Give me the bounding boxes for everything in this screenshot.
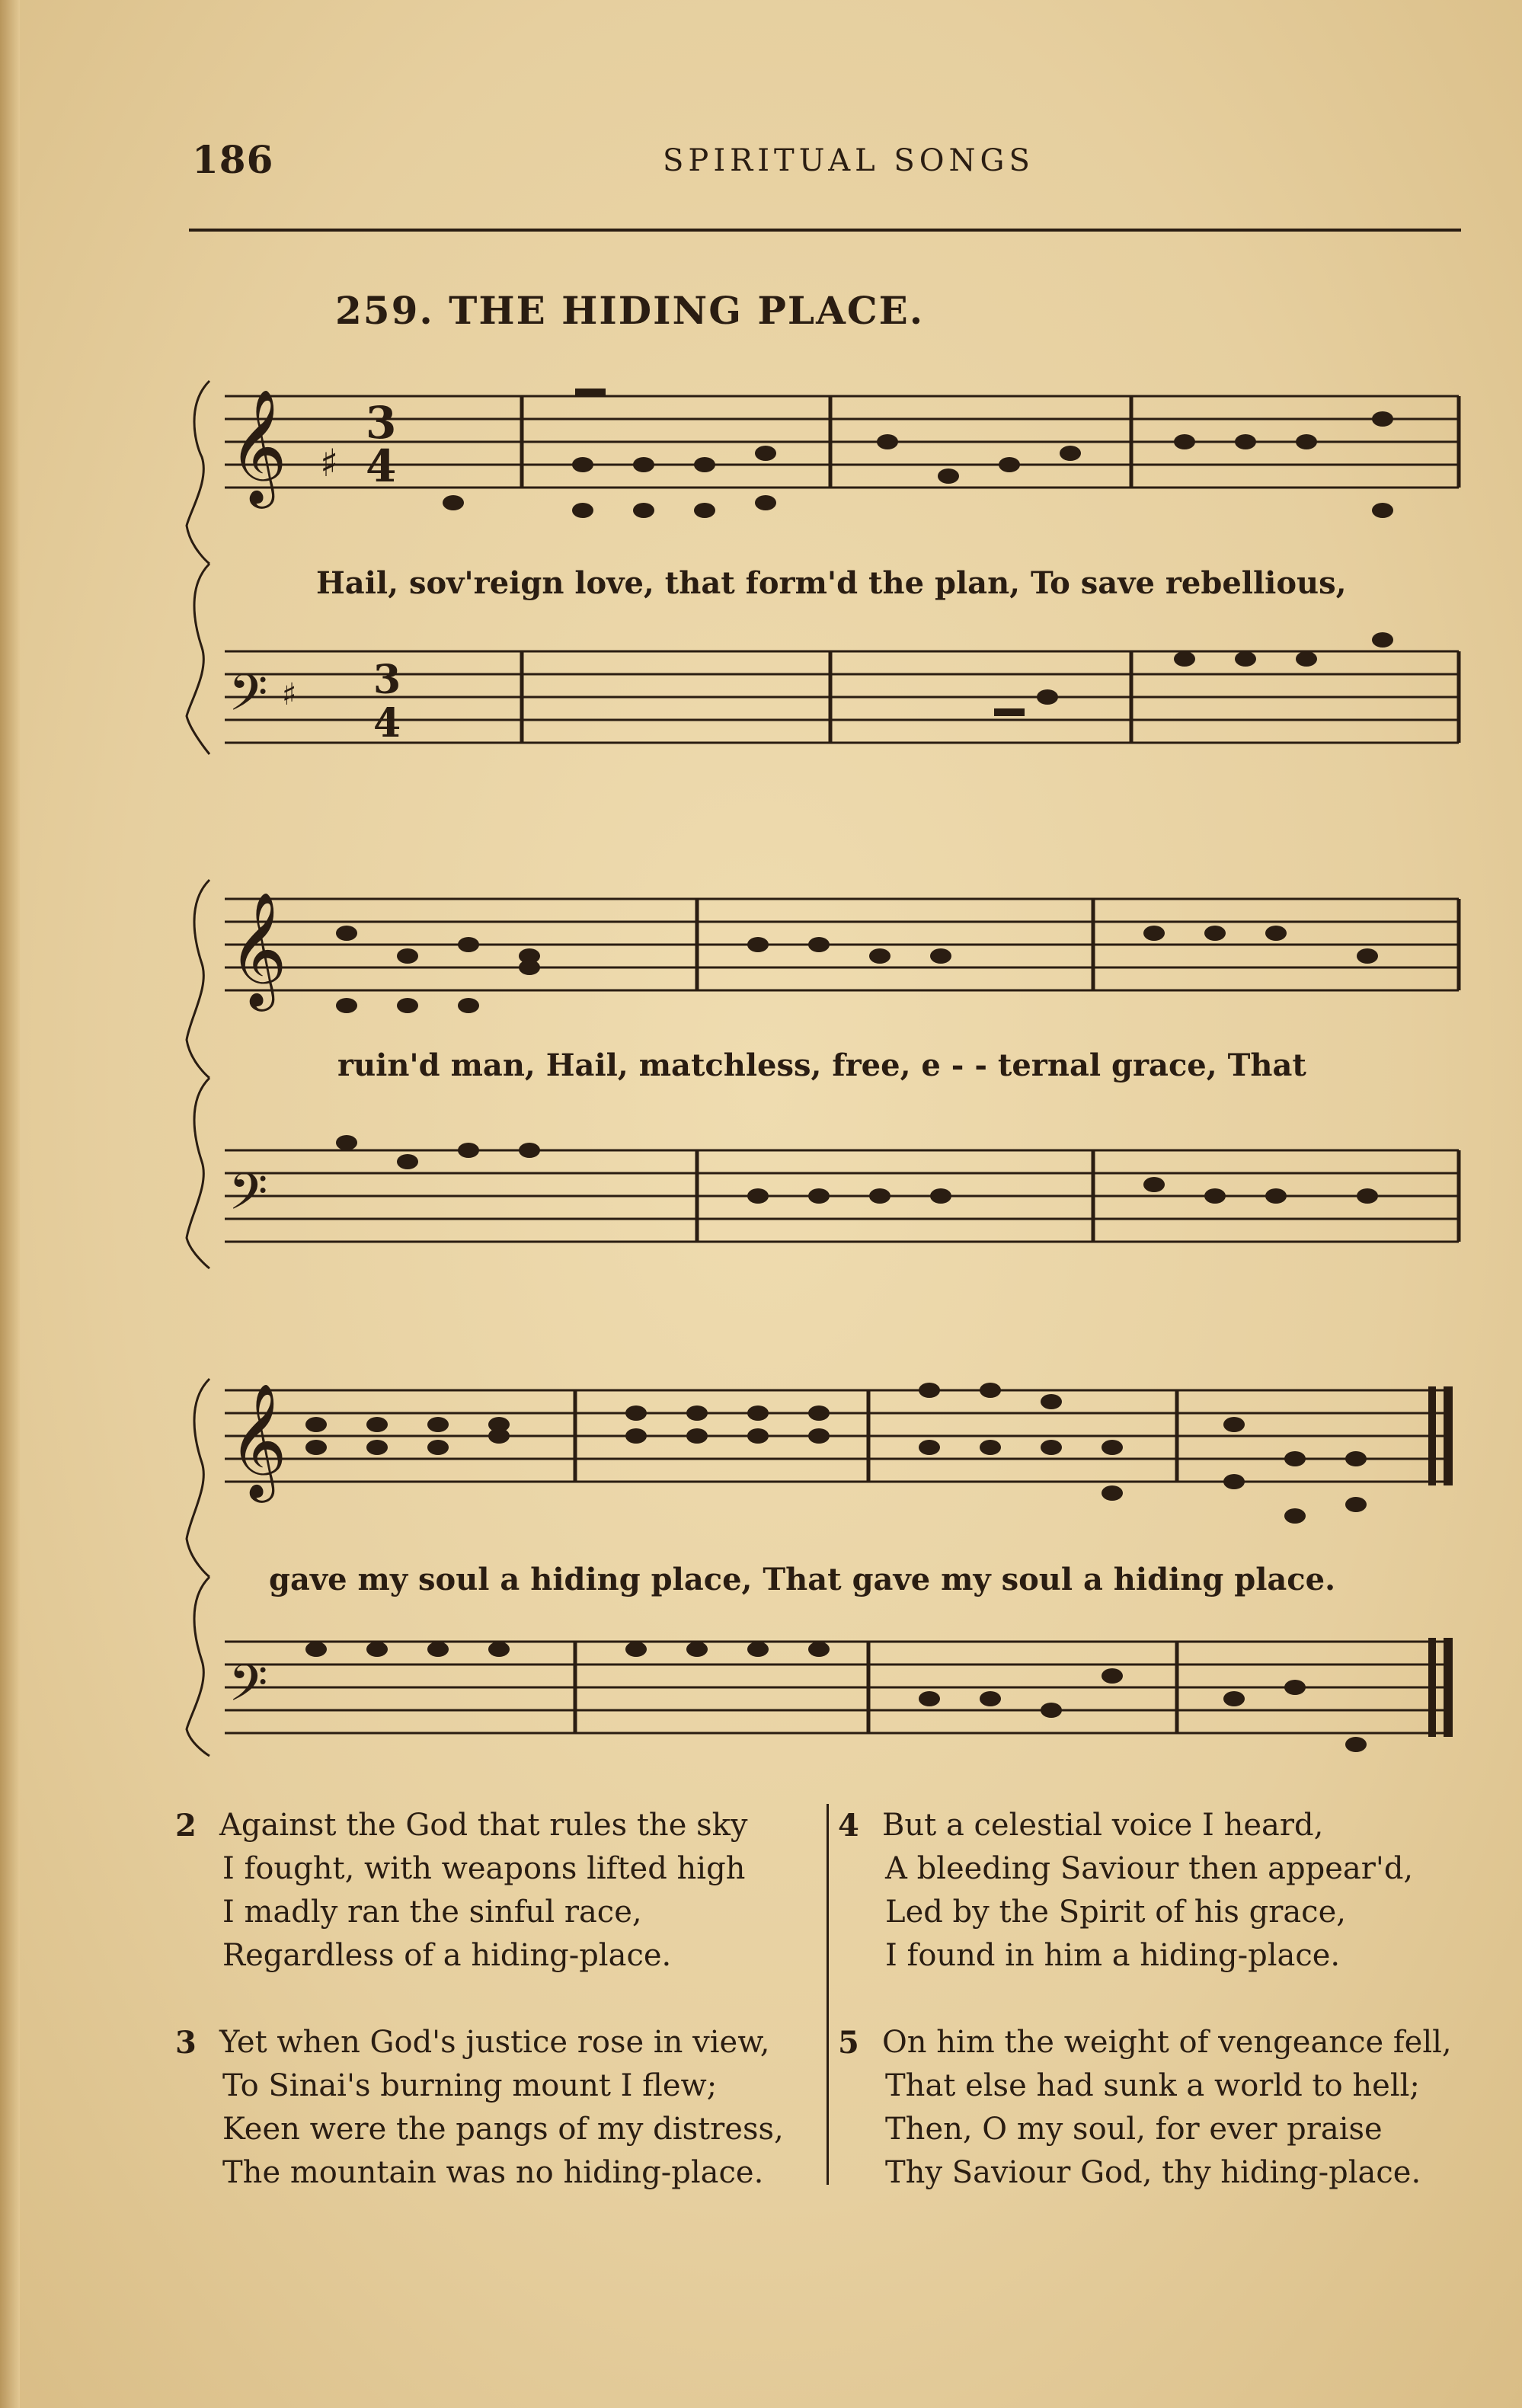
page-edge — [0, 0, 20, 2408]
column-divider — [827, 1804, 829, 2185]
svg-text:𝄞: 𝄞 — [229, 388, 287, 504]
music-system-3 — [179, 1364, 1466, 1760]
svg-text:4: 4 — [373, 700, 401, 747]
svg-text:𝄢: 𝄢 — [229, 1654, 268, 1725]
music-system-2 — [179, 865, 1466, 1276]
page-number: 186 — [192, 137, 274, 182]
additional-stanzas — [175, 1804, 1470, 2200]
music-system-1 — [179, 358, 1466, 769]
lyrics-line-3: gave my soul a hiding place, That gave my soul a hiding place. — [269, 1562, 1336, 1597]
stanza-4 — [838, 1804, 1413, 1978]
stanza-line: I found in him a hiding-place. — [885, 1938, 1341, 1973]
stanza-line: Then, O my soul, for ever praise — [885, 2112, 1383, 2147]
stanza-line: That else had sunk a world to hell; — [885, 2068, 1420, 2103]
stanza-line: Thy Saviour God, thy hiding-place. — [885, 2155, 1421, 2190]
svg-text:𝄞: 𝄞 — [229, 1382, 287, 1498]
stanza-line: But a celestial voice I heard, — [882, 1808, 1324, 1843]
stanza-line: On him the weight of vengeance fell, — [882, 2025, 1452, 2060]
svg-text:𝄞: 𝄞 — [229, 891, 287, 1006]
stanza-number: 4 — [838, 1808, 859, 1844]
stanza-line: A bleeding Saviour then appear'd, — [885, 1851, 1414, 1886]
staff-notation-1 — [179, 358, 1466, 769]
stanza-number: 3 — [175, 2025, 197, 2061]
stanza-number: 2 — [175, 1808, 197, 1844]
stanza-line: Yet when God's justice rose in view, — [219, 2025, 770, 2060]
stanza-line: The mountain was no hiding-place. — [222, 2155, 764, 2190]
svg-text:𝄢: 𝄢 — [229, 664, 268, 734]
header-rule — [189, 229, 1461, 232]
page-header — [0, 137, 1522, 190]
svg-text:3: 3 — [366, 397, 397, 449]
stanza-line: Against the God that rules the sky — [219, 1808, 748, 1843]
svg-text:4: 4 — [366, 440, 397, 492]
stanza-line: I fought, with weapons lifted high — [222, 1851, 746, 1886]
lyrics-line-1: Hail, sov'reign love, that form'd the plan, To save rebellious, — [316, 565, 1347, 601]
stanza-line: To Sinai's burning mount I flew; — [222, 2068, 718, 2103]
stanza-2 — [175, 1804, 747, 1978]
running-head: SPIRITUAL SONGS — [663, 143, 1034, 178]
stanza-line: Regardless of a hiding-place. — [222, 1938, 672, 1973]
stanza-line: Keen were the pangs of my distress, — [222, 2112, 784, 2147]
svg-text:♯: ♯ — [282, 677, 297, 712]
svg-text:𝄢: 𝄢 — [229, 1162, 268, 1233]
stanza-3 — [175, 2021, 784, 2195]
stanza-number: 5 — [838, 2025, 859, 2061]
svg-text:3: 3 — [373, 657, 401, 703]
stanza-5 — [838, 2021, 1452, 2195]
hymn-title: 259. THE HIDING PLACE. — [335, 288, 925, 333]
stanza-line: Led by the Spirit of his grace, — [885, 1895, 1346, 1930]
stanza-line: I madly ran the sinful race, — [222, 1895, 642, 1930]
svg-text:♯: ♯ — [320, 441, 339, 485]
lyrics-line-2: ruin'd man, Hail, matchless, free, e - - ternal grace, That — [337, 1047, 1306, 1083]
